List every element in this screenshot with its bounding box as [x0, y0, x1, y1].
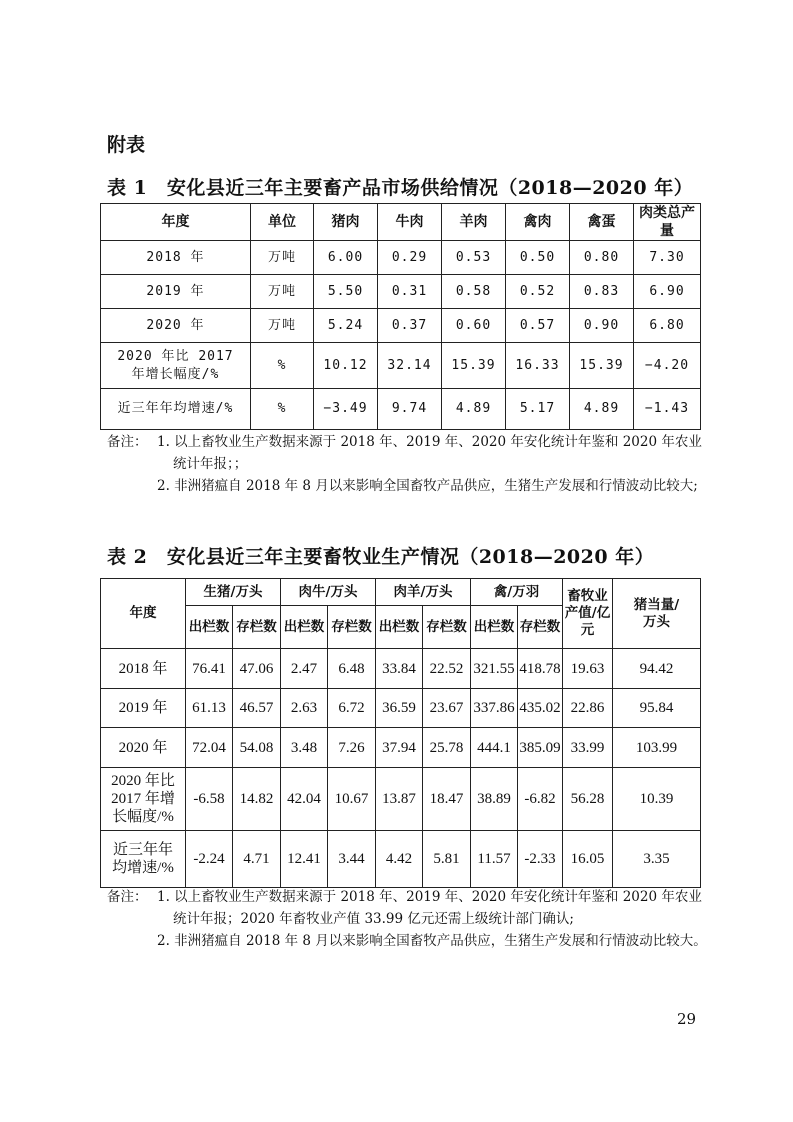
- table-row: [101, 275, 701, 309]
- table-cell: 61.13: [186, 689, 233, 728]
- table-cell: 12.41: [281, 831, 328, 888]
- table1-header-row: [101, 204, 701, 241]
- table-cell: 19.63: [563, 649, 613, 689]
- table-cell: 0.83: [570, 275, 634, 309]
- table-cell: 38.89: [471, 768, 518, 831]
- column-header: 年度: [101, 204, 251, 241]
- column-subheader: 存栏数: [233, 606, 281, 649]
- row-label: 2018 年: [101, 241, 251, 275]
- table-cell: 5.81: [423, 831, 471, 888]
- note-item: 1. 以上畜牧业生产数据来源于 2018 年、2019 年、2020 年安化统计年鉴和 2020 年农业统计年报；；: [157, 434, 702, 472]
- row-label: 2020 年: [101, 309, 251, 343]
- table-row: [101, 343, 701, 389]
- table-cell: 95.84: [613, 689, 701, 728]
- column-header: 肉类总产量: [634, 204, 701, 241]
- table-cell: 6.72: [328, 689, 376, 728]
- table-cell: 7.26: [328, 728, 376, 768]
- header-group: 禽/万羽: [471, 579, 563, 606]
- header-output-value: 畜牧业产值/亿元: [563, 579, 613, 649]
- table-cell: −3.49: [314, 389, 378, 430]
- table1-notes: [107, 431, 707, 497]
- table-cell: 4.71: [233, 831, 281, 888]
- table-cell: -2.33: [518, 831, 563, 888]
- table2: [100, 578, 701, 888]
- table-cell: %: [251, 343, 314, 389]
- column-subheader: 存栏数: [423, 606, 471, 649]
- table-cell: 37.94: [376, 728, 423, 768]
- table-cell: 103.99: [613, 728, 701, 768]
- table-cell: −1.43: [634, 389, 701, 430]
- table-cell: 56.28: [563, 768, 613, 831]
- table-cell: 33.99: [563, 728, 613, 768]
- table-cell: 33.84: [376, 649, 423, 689]
- table-row: [101, 689, 701, 728]
- table-cell: 0.60: [442, 309, 506, 343]
- table-cell: 2.63: [281, 689, 328, 728]
- row-label: 近三年年均增速/%: [101, 831, 186, 888]
- table-cell: %: [251, 389, 314, 430]
- table-cell: 10.12: [314, 343, 378, 389]
- header-pig-equivalent: 猪当量/万头: [613, 579, 701, 649]
- table-cell: 36.59: [376, 689, 423, 728]
- row-label: 2019 年: [101, 689, 186, 728]
- table-cell: 46.57: [233, 689, 281, 728]
- table-cell: 0.31: [378, 275, 442, 309]
- table-cell: 47.06: [233, 649, 281, 689]
- table-cell: 万吨: [251, 275, 314, 309]
- column-header: 羊肉: [442, 204, 506, 241]
- table-cell: 72.04: [186, 728, 233, 768]
- table-cell: −4.20: [634, 343, 701, 389]
- table-cell: 444.1: [471, 728, 518, 768]
- table-cell: 2.47: [281, 649, 328, 689]
- row-label: 2020 年比 2017 年增长幅度/%: [101, 343, 251, 389]
- table-cell: 0.90: [570, 309, 634, 343]
- table-cell: 5.24: [314, 309, 378, 343]
- table-row: [101, 309, 701, 343]
- table-cell: 22.86: [563, 689, 613, 728]
- note-item: 2. 非洲猪瘟自 2018 年 8 月以来影响全国畜牧产品供应，生猪生产发展和行情波动比较大。: [157, 933, 707, 949]
- table1-title: 表 1 安化县近三年主要畜产品市场供给情况（2018—2020 年）: [107, 177, 694, 199]
- column-header: 牛肉: [378, 204, 442, 241]
- table-cell: 22.52: [423, 649, 471, 689]
- table-cell: 15.39: [442, 343, 506, 389]
- table-cell: 6.00: [314, 241, 378, 275]
- table-cell: 13.87: [376, 768, 423, 831]
- table-cell: 5.50: [314, 275, 378, 309]
- header-group: 肉羊/万头: [376, 579, 471, 606]
- table-cell: 76.41: [186, 649, 233, 689]
- table-cell: 385.09: [518, 728, 563, 768]
- table-cell: 18.47: [423, 768, 471, 831]
- table-cell: 321.55: [471, 649, 518, 689]
- table-cell: 万吨: [251, 309, 314, 343]
- table-cell: 0.57: [506, 309, 570, 343]
- table-row: [101, 649, 701, 689]
- table-cell: 15.39: [570, 343, 634, 389]
- table-cell: 418.78: [518, 649, 563, 689]
- table-cell: 4.42: [376, 831, 423, 888]
- column-subheader: 存栏数: [518, 606, 563, 649]
- table-row: [101, 768, 701, 831]
- header-group: 肉牛/万头: [281, 579, 376, 606]
- column-subheader: 出栏数: [281, 606, 328, 649]
- table-cell: 10.39: [613, 768, 701, 831]
- table-cell: 54.08: [233, 728, 281, 768]
- table-cell: 3.35: [613, 831, 701, 888]
- appendix-label: 附表: [107, 134, 146, 156]
- table-cell: 337.86: [471, 689, 518, 728]
- header-group: 生猪/万头: [186, 579, 281, 606]
- table-cell: 32.14: [378, 343, 442, 389]
- table-cell: 0.53: [442, 241, 506, 275]
- table2-header-row: [101, 579, 701, 606]
- table2-title: 表 2 安化县近三年主要畜牧业生产情况（2018—2020 年）: [107, 546, 655, 568]
- table-cell: 10.67: [328, 768, 376, 831]
- column-header: 禽蛋: [570, 204, 634, 241]
- table2-notes: [107, 886, 707, 952]
- table-cell: 万吨: [251, 241, 314, 275]
- table-cell: 3.48: [281, 728, 328, 768]
- column-subheader: 存栏数: [328, 606, 376, 649]
- table-cell: 16.05: [563, 831, 613, 888]
- row-label: 2019 年: [101, 275, 251, 309]
- table-cell: -2.24: [186, 831, 233, 888]
- table-cell: 4.89: [570, 389, 634, 430]
- table-cell: 14.82: [233, 768, 281, 831]
- table-row: [101, 831, 701, 888]
- note-label: 备注：: [107, 434, 148, 450]
- row-label: 2020 年: [101, 728, 186, 768]
- header-year: 年度: [101, 579, 186, 649]
- column-header: 禽肉: [506, 204, 570, 241]
- column-subheader: 出栏数: [186, 606, 233, 649]
- row-label: 2018 年: [101, 649, 186, 689]
- note-item: 1. 以上畜牧业生产数据来源于 2018 年、2019 年、2020 年安化统计年鉴和 2020 年农业统计年报；2020 年畜牧业产值 33.99 亿元还需上级统计部门确认;: [157, 889, 702, 927]
- table-cell: 3.44: [328, 831, 376, 888]
- table-row: [101, 389, 701, 430]
- table-cell: 6.80: [634, 309, 701, 343]
- table-cell: 25.78: [423, 728, 471, 768]
- table-cell: -6.82: [518, 768, 563, 831]
- table-cell: 23.67: [423, 689, 471, 728]
- table-cell: 9.74: [378, 389, 442, 430]
- table-cell: -6.58: [186, 768, 233, 831]
- table-cell: 0.52: [506, 275, 570, 309]
- table-cell: 6.48: [328, 649, 376, 689]
- table-cell: 5.17: [506, 389, 570, 430]
- table-cell: 6.90: [634, 275, 701, 309]
- row-label: 近三年年均增速/%: [101, 389, 251, 430]
- table-cell: 0.80: [570, 241, 634, 275]
- table-cell: 42.04: [281, 768, 328, 831]
- table-cell: 0.50: [506, 241, 570, 275]
- table-row: [101, 241, 701, 275]
- note-label: 备注：: [107, 889, 148, 905]
- page-number: 29: [677, 1010, 697, 1028]
- table-cell: 0.37: [378, 309, 442, 343]
- column-subheader: 出栏数: [376, 606, 423, 649]
- table-cell: 4.89: [442, 389, 506, 430]
- table-cell: 16.33: [506, 343, 570, 389]
- column-header: 单位: [251, 204, 314, 241]
- table-row: [101, 728, 701, 768]
- table-cell: 0.29: [378, 241, 442, 275]
- table-cell: 94.42: [613, 649, 701, 689]
- table-cell: 7.30: [634, 241, 701, 275]
- table-cell: 0.58: [442, 275, 506, 309]
- row-label: 2020 年比 2017 年增长幅度/%: [101, 768, 186, 831]
- column-subheader: 出栏数: [471, 606, 518, 649]
- column-header: 猪肉: [314, 204, 378, 241]
- table-cell: 435.02: [518, 689, 563, 728]
- note-item: 2. 非洲猪瘟自 2018 年 8 月以来影响全国畜牧产品供应，生猪生产发展和行情波动比较大;: [157, 478, 698, 494]
- table-cell: 11.57: [471, 831, 518, 888]
- table1: [100, 203, 701, 430]
